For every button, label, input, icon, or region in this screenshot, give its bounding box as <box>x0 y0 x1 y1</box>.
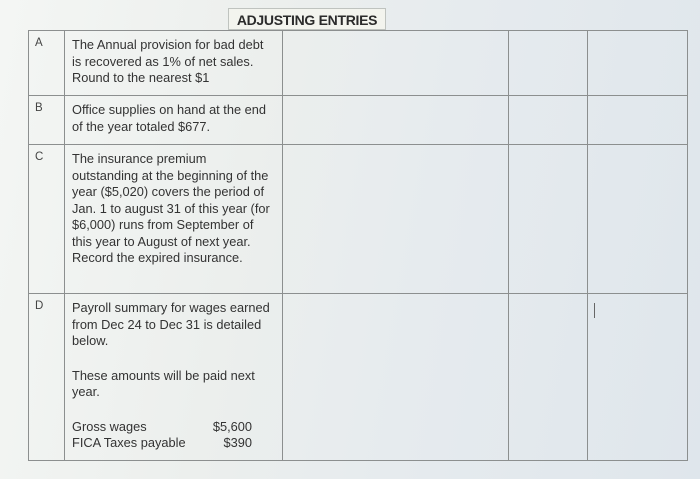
adjusting-entries-table <box>28 30 688 461</box>
row-letter-cell <box>29 145 65 294</box>
row-letter: B <box>35 102 43 114</box>
entry-cell[interactable] <box>588 31 688 96</box>
row-letter: A <box>35 37 43 49</box>
wage-item <box>72 419 252 436</box>
entry-cell[interactable] <box>283 145 509 294</box>
entry-cell[interactable] <box>283 294 509 461</box>
entry-cell[interactable] <box>509 294 588 461</box>
row-description-cell <box>65 31 283 96</box>
row-description: Office supplies on hand at the end of the year totaled $677. <box>72 102 266 134</box>
wage-item-value: $5,600 <box>212 418 252 434</box>
entry-cell[interactable] <box>509 96 588 145</box>
row-description-cell <box>65 294 283 461</box>
entry-cell[interactable] <box>588 294 688 461</box>
wage-item <box>72 435 252 452</box>
row-description: The Annual provision for bad debt is recovered as 1% of net sales. Round to the nearest $1 <box>72 37 264 85</box>
entry-cell[interactable] <box>283 96 509 145</box>
row-letter-cell <box>29 31 65 96</box>
table-row <box>29 294 688 461</box>
row-letter-cell <box>29 96 65 145</box>
page-title: ADJUSTING ENTRIES <box>228 8 386 30</box>
table-row <box>29 145 688 294</box>
table-row <box>29 96 688 145</box>
row-description: The insurance premium outstanding at the beginning of the year ($5,020) covers the period of Jan. 1 to august 31 of this year (for $6,000) runs from September of this year to August of next year. Record the expired insurance. <box>72 151 270 265</box>
entry-cell[interactable] <box>283 31 509 96</box>
row-description: Payroll summary for wages earned from Dec 24 to Dec 31 is detailed below. <box>72 300 270 348</box>
row-letter: D <box>35 300 44 312</box>
wage-item-label: Gross wages <box>72 418 147 434</box>
row-letter-cell <box>29 294 65 461</box>
pencil-mark <box>594 303 595 318</box>
entry-cell[interactable] <box>588 145 688 294</box>
entry-cell[interactable] <box>509 145 588 294</box>
row-description-note: These amounts will be paid next year. <box>72 367 255 399</box>
wage-item-value: $390 <box>223 435 252 450</box>
entry-cell[interactable] <box>588 96 688 145</box>
row-letter: C <box>35 151 44 163</box>
row-description-cell <box>65 96 283 145</box>
table-row <box>29 31 688 96</box>
wage-item-label: FICA Taxes payable <box>72 435 186 450</box>
entry-cell[interactable] <box>509 31 588 96</box>
row-description-cell <box>65 145 283 294</box>
